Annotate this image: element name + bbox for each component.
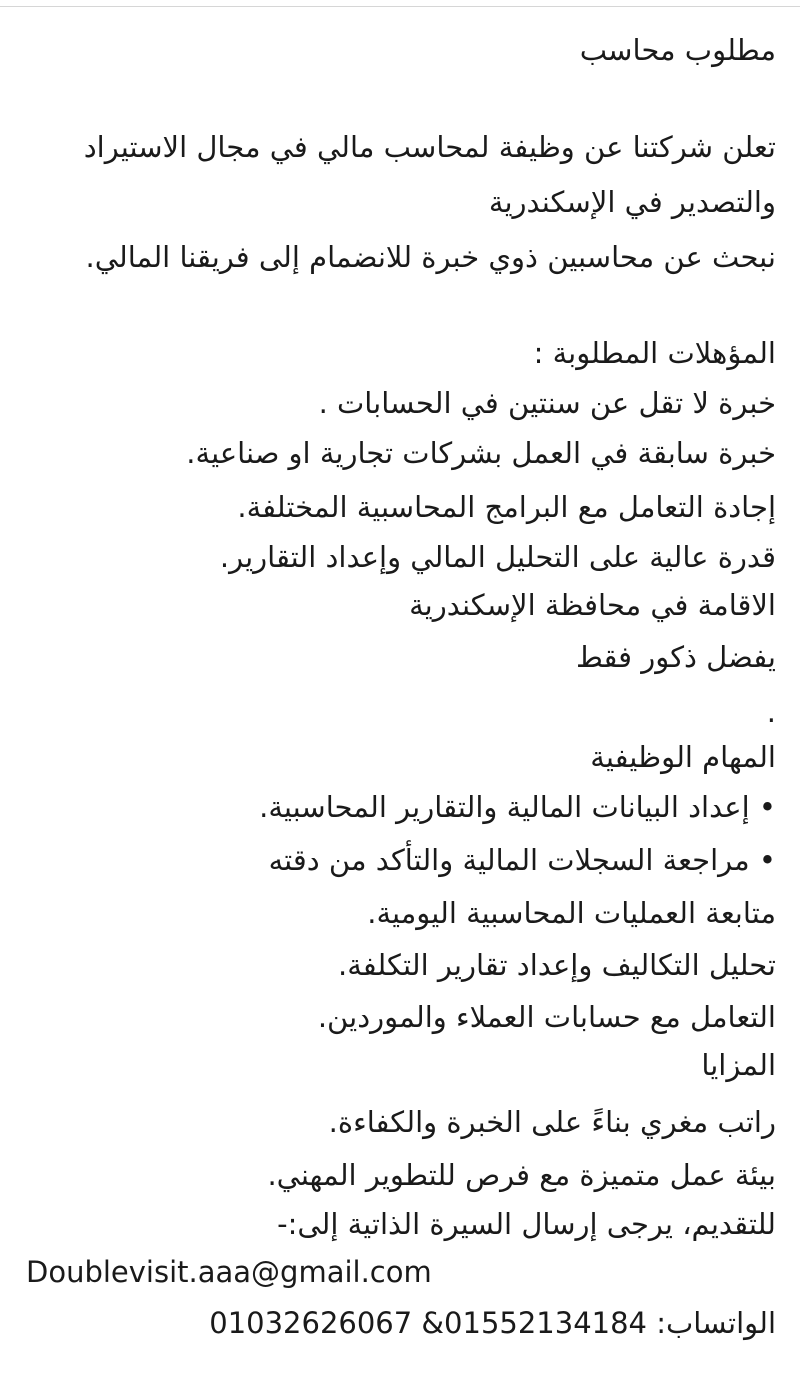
qualification-item: قدرة عالية على التحليل المالي وإعداد التقارير. bbox=[219, 540, 776, 574]
duty-item: تحليل التكاليف وإعداد تقارير التكلفة. bbox=[338, 948, 776, 982]
post-title: مطلوب محاسب bbox=[579, 33, 776, 67]
duty-item: التعامل مع حسابات العملاء والموردين. bbox=[317, 1000, 776, 1034]
qualification-item: يفضل ذكور فقط bbox=[575, 640, 776, 674]
duty-item: • مراجعة السجلات المالية والتأكد من دقته bbox=[268, 843, 776, 877]
qualifications-heading: المؤهلات المطلوبة : bbox=[533, 336, 776, 370]
benefit-item: راتب مغري بناءً على الخبرة والكفاءة. bbox=[328, 1105, 776, 1139]
qualification-item: خبرة سابقة في العمل بشركات تجارية او صناعية. bbox=[186, 436, 776, 470]
whatsapp-contact bbox=[209, 1303, 776, 1343]
whatsapp-numbers: 01032626067 &01552134184 bbox=[209, 1306, 647, 1340]
duty-item: • إعداد البيانات المالية والتقارير المحاسبية. bbox=[259, 790, 776, 824]
email-address: Doublevisit.aaa@gmail.com bbox=[26, 1255, 432, 1289]
whatsapp-label: الواتساب: bbox=[656, 1306, 776, 1340]
benefits-heading: المزايا bbox=[701, 1048, 776, 1082]
intro-line-3: نبحث عن محاسبين ذوي خبرة للانضمام إلى فريقنا المالي. bbox=[85, 240, 776, 274]
separator-dot: . bbox=[766, 695, 776, 729]
apply-instructions: للتقديم، يرجى إرسال السيرة الذاتية إلى:- bbox=[277, 1207, 776, 1241]
intro-line-2: والتصدير في الإسكندرية bbox=[488, 185, 776, 219]
benefit-item: بيئة عمل متميزة مع فرص للتطوير المهني. bbox=[267, 1158, 776, 1192]
qualification-item: إجادة التعامل مع البرامج المحاسبية المختلفة. bbox=[237, 490, 776, 524]
intro-line-1: تعلن شركتنا عن وظيفة لمحاسب مالي في مجال الاستيراد bbox=[83, 130, 776, 164]
duty-item: متابعة العمليات المحاسبية اليومية. bbox=[367, 896, 776, 930]
qualification-item: الاقامة في محافظة الإسكندرية bbox=[409, 588, 776, 622]
qualification-item: خبرة لا تقل عن سنتين في الحسابات . bbox=[318, 386, 776, 420]
duties-heading: المهام الوظيفية bbox=[590, 740, 776, 774]
